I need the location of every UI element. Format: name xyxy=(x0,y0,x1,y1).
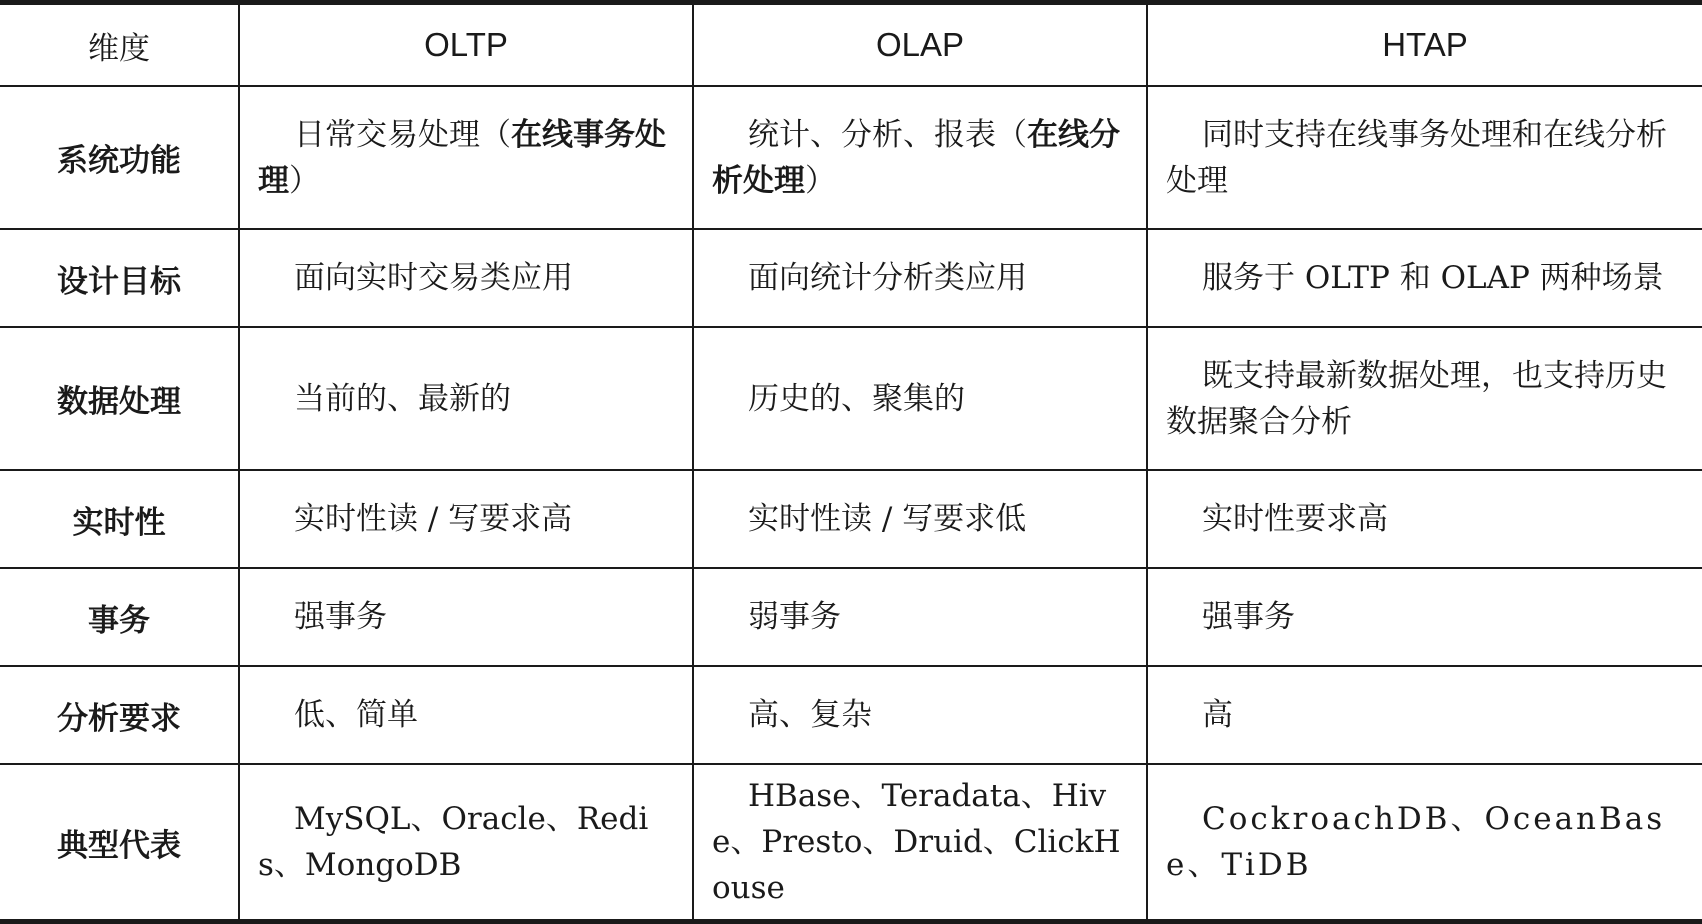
cell-htap: 同时支持在线事务处理和在线分析处理 xyxy=(1147,86,1702,229)
cell-olap: 历史的、聚集的 xyxy=(693,327,1147,470)
cell-text: 统计、分析、报表（ xyxy=(748,116,1027,153)
cell-bold-text: 在线分析处理 xyxy=(712,116,1120,199)
cell-oltp: 强事务 xyxy=(239,568,693,666)
cell-olap: 高、复杂 xyxy=(693,666,1147,764)
row-label: 设计目标 xyxy=(0,229,239,327)
row-label: 数据处理 xyxy=(0,327,239,470)
table-row-transaction xyxy=(0,568,1702,666)
cell-olap xyxy=(693,86,1147,229)
cell-text: ） xyxy=(289,162,320,199)
cell-htap: 实时性要求高 xyxy=(1147,470,1702,568)
cell-htap: CockroachDB、OceanBase、TiDB xyxy=(1147,764,1702,922)
cell-htap: 高 xyxy=(1147,666,1702,764)
header-oltp: OLTP xyxy=(239,3,693,87)
cell-olap: 面向统计分析类应用 xyxy=(693,229,1147,327)
table-row-analysis-requirement xyxy=(0,666,1702,764)
header-olap: OLAP xyxy=(693,3,1147,87)
cell-olap: 实时性读 / 写要求低 xyxy=(693,470,1147,568)
cell-htap: 服务于 OLTP 和 OLAP 两种场景 xyxy=(1147,229,1702,327)
cell-oltp: 面向实时交易类应用 xyxy=(239,229,693,327)
cell-htap: 既支持最新数据处理，也支持历史数据聚合分析 xyxy=(1147,327,1702,470)
table-row-design-goal xyxy=(0,229,1702,327)
cell-olap: HBase、Teradata、Hive、Presto、Druid、ClickHouse xyxy=(693,764,1147,922)
row-label: 实时性 xyxy=(0,470,239,568)
cell-olap: 弱事务 xyxy=(693,568,1147,666)
row-label: 典型代表 xyxy=(0,764,239,922)
header-row xyxy=(0,3,1702,87)
cell-bold-text: 在线事务处理 xyxy=(258,116,666,199)
table-row-data-processing xyxy=(0,327,1702,470)
header-htap: HTAP xyxy=(1147,3,1702,87)
cell-oltp: 当前的、最新的 xyxy=(239,327,693,470)
row-label: 系统功能 xyxy=(0,86,239,229)
cell-oltp: 低、简单 xyxy=(239,666,693,764)
table-row-realtime xyxy=(0,470,1702,568)
cell-oltp: MySQL、Oracle、Redis、MongoDB xyxy=(239,764,693,922)
row-label: 事务 xyxy=(0,568,239,666)
cell-oltp: 实时性读 / 写要求高 xyxy=(239,470,693,568)
cell-htap: 强事务 xyxy=(1147,568,1702,666)
header-dimension: 维度 xyxy=(0,3,239,87)
cell-text: ） xyxy=(805,162,836,199)
cell-text: 日常交易处理（ xyxy=(294,116,511,153)
cell-oltp xyxy=(239,86,693,229)
table-row-system-function xyxy=(0,86,1702,229)
row-label: 分析要求 xyxy=(0,666,239,764)
